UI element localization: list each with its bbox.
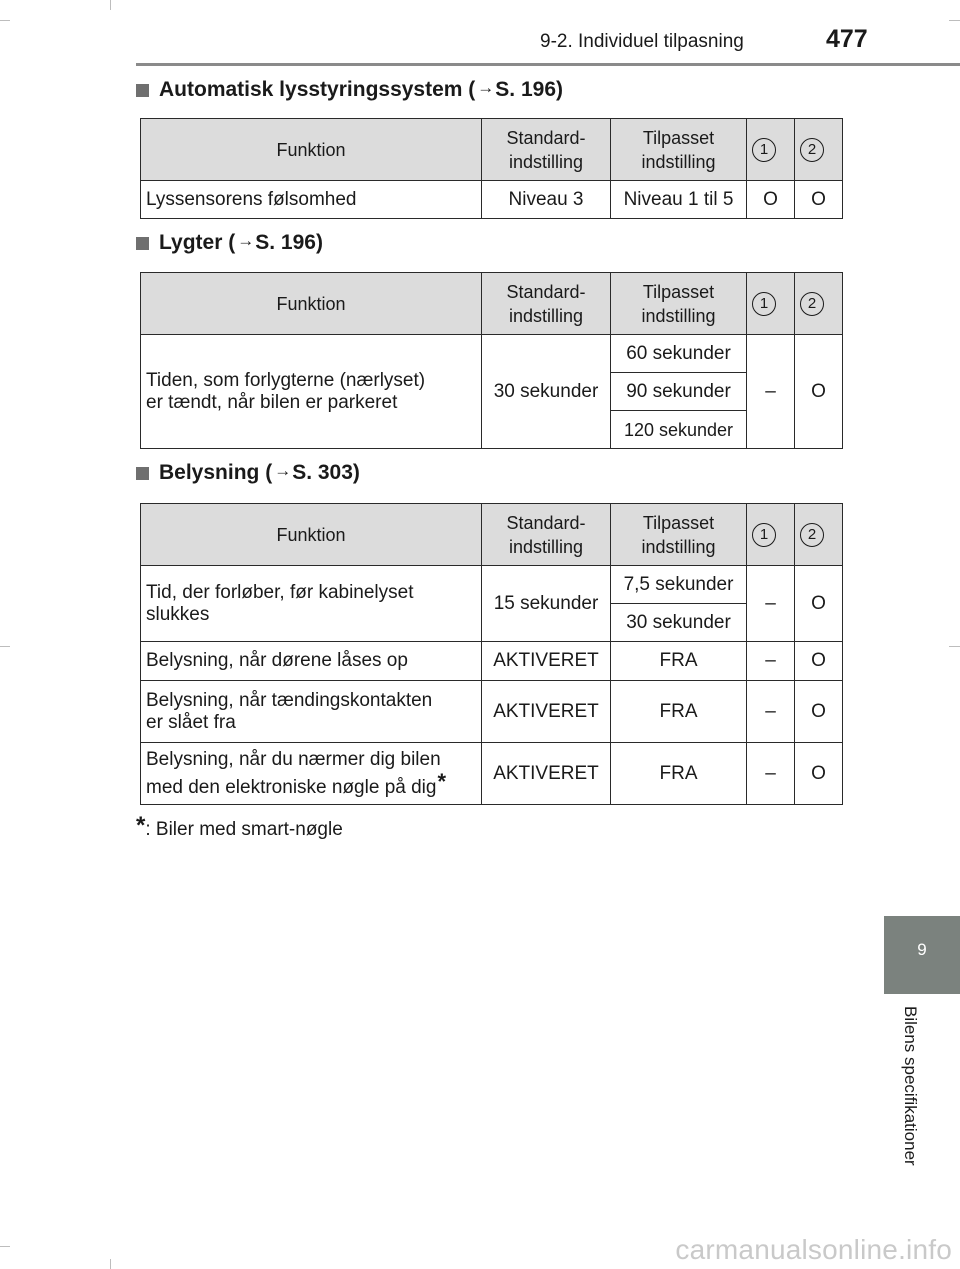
- table-row: [141, 566, 843, 604]
- crop-mark: [0, 646, 10, 647]
- col-header-method-2: [795, 504, 843, 566]
- cell-default: Niveau 3: [482, 181, 611, 219]
- header-section-title: 9-2. Individuel tilpasning: [540, 31, 744, 52]
- circled-number-1-icon: 1: [752, 523, 776, 547]
- col-header-function: Funktion: [141, 119, 482, 181]
- cell-custom: Niveau 1 til 5: [611, 181, 747, 219]
- chapter-tab[interactable]: [884, 916, 960, 994]
- cell-function: Tiden, som forlygterne (nærlyset) er tændt, når bilen er parkeret: [141, 335, 482, 449]
- cell-function: Belysning, når tændingskontakten er slået fra: [141, 681, 482, 743]
- col-header-default: Standard- indstilling: [482, 504, 611, 566]
- cell-custom-option: 90 sekunder: [611, 373, 747, 411]
- page-number: 477: [826, 25, 868, 53]
- spec-table-headlights: [140, 272, 843, 449]
- cell-custom-option: 60 sekunder: [611, 335, 747, 373]
- crop-mark: [110, 0, 111, 10]
- col-header-method-1: [747, 273, 795, 335]
- col-header-method-2: [795, 119, 843, 181]
- cell-method-2: O: [795, 181, 843, 219]
- col-header-custom: Tilpasset indstilling: [611, 119, 747, 181]
- cell-function: Tid, der forløber, før kabinelyset slukkes: [141, 566, 482, 642]
- table-header-row: [141, 119, 843, 181]
- circled-number-2-icon: 2: [800, 523, 824, 547]
- cell-method-2: O: [795, 642, 843, 681]
- crop-mark: [949, 646, 960, 647]
- cell-custom: FRA: [611, 743, 747, 805]
- table-row: [141, 681, 843, 743]
- cell-method-2: O: [795, 335, 843, 449]
- table-header-row: [141, 504, 843, 566]
- cell-method-1: –: [747, 335, 795, 449]
- cell-custom: FRA: [611, 681, 747, 743]
- section-title-text: Automatisk lysstyringssystem (: [159, 78, 476, 101]
- cell-method-1: –: [747, 681, 795, 743]
- col-header-default: Standard- indstilling: [482, 119, 611, 181]
- table-header-row: [141, 273, 843, 335]
- section-title-text: Lygter (: [159, 231, 236, 254]
- cell-default: 15 sekunder: [482, 566, 611, 642]
- cell-method-2: O: [795, 681, 843, 743]
- page-ref-link[interactable]: S. 196): [255, 231, 323, 254]
- table-row: [141, 743, 843, 805]
- right-arrow-icon: →: [477, 78, 495, 97]
- cell-method-1: –: [747, 743, 795, 805]
- circled-number-1-icon: 1: [752, 292, 776, 316]
- spec-table-automatic-light: [140, 118, 843, 219]
- cell-default: AKTIVERET: [482, 642, 611, 681]
- cell-custom-option: 120 sekunder: [611, 411, 747, 449]
- section-title-text: Belysning (: [159, 461, 273, 484]
- circled-number-1-icon: 1: [752, 138, 776, 162]
- crop-mark: [949, 20, 960, 21]
- table-row: [141, 642, 843, 681]
- chapter-label: Bilens specifikationer: [901, 1006, 920, 1166]
- header-rule: [136, 63, 960, 66]
- crop-mark: [0, 1246, 10, 1247]
- chapter-number: 9: [917, 940, 927, 959]
- col-header-function: Funktion: [141, 273, 482, 335]
- footnote-text: : Biler med smart-nøgle: [145, 819, 343, 840]
- crop-mark: [110, 1259, 111, 1269]
- cell-method-2: O: [795, 566, 843, 642]
- square-bullet-icon: [136, 237, 149, 250]
- section-title-lighting: [136, 461, 360, 485]
- circled-number-2-icon: 2: [800, 292, 824, 316]
- cell-default: AKTIVERET: [482, 681, 611, 743]
- section-title-headlights: [136, 231, 323, 255]
- page-ref-link[interactable]: S. 303): [292, 461, 360, 484]
- col-header-method-1: [747, 504, 795, 566]
- cell-custom-option: 7,5 sekunder: [611, 566, 747, 604]
- circled-number-2-icon: 2: [800, 138, 824, 162]
- cell-custom-option: 30 sekunder: [611, 604, 747, 642]
- crop-mark: [0, 20, 10, 21]
- section-title-automatic-light: [136, 78, 563, 102]
- col-header-method-1: [747, 119, 795, 181]
- cell-function: Belysning, når dørene låses op: [141, 642, 482, 681]
- cell-default: AKTIVERET: [482, 743, 611, 805]
- cell-method-2: O: [795, 743, 843, 805]
- col-header-method-2: [795, 273, 843, 335]
- page-ref-link[interactable]: S. 196): [495, 78, 564, 101]
- square-bullet-icon: [136, 467, 149, 480]
- cell-function: Belysning, når du nærmer dig bilen med den elektroniske nøgle på dig*: [141, 743, 482, 805]
- table-row: [141, 335, 843, 373]
- cell-method-1: –: [747, 642, 795, 681]
- watermark: carmanualsonline.info: [675, 1234, 952, 1265]
- right-arrow-icon: →: [274, 461, 292, 480]
- col-header-default: Standard- indstilling: [482, 273, 611, 335]
- cell-method-1: O: [747, 181, 795, 219]
- col-header-custom: Tilpasset indstilling: [611, 273, 747, 335]
- table-row: [141, 181, 843, 219]
- cell-default: 30 sekunder: [482, 335, 611, 449]
- cell-method-1: –: [747, 566, 795, 642]
- footnote-asterisk: *: [136, 812, 146, 839]
- footnote: [136, 812, 343, 841]
- square-bullet-icon: [136, 84, 149, 97]
- cell-function: Lyssensorens følsomhed: [141, 181, 482, 219]
- col-header-function: Funktion: [141, 504, 482, 566]
- asterisk-marker: *: [437, 768, 447, 794]
- col-header-custom: Tilpasset indstilling: [611, 504, 747, 566]
- cell-custom: FRA: [611, 642, 747, 681]
- spec-table-lighting: [140, 503, 843, 805]
- right-arrow-icon: →: [237, 231, 255, 250]
